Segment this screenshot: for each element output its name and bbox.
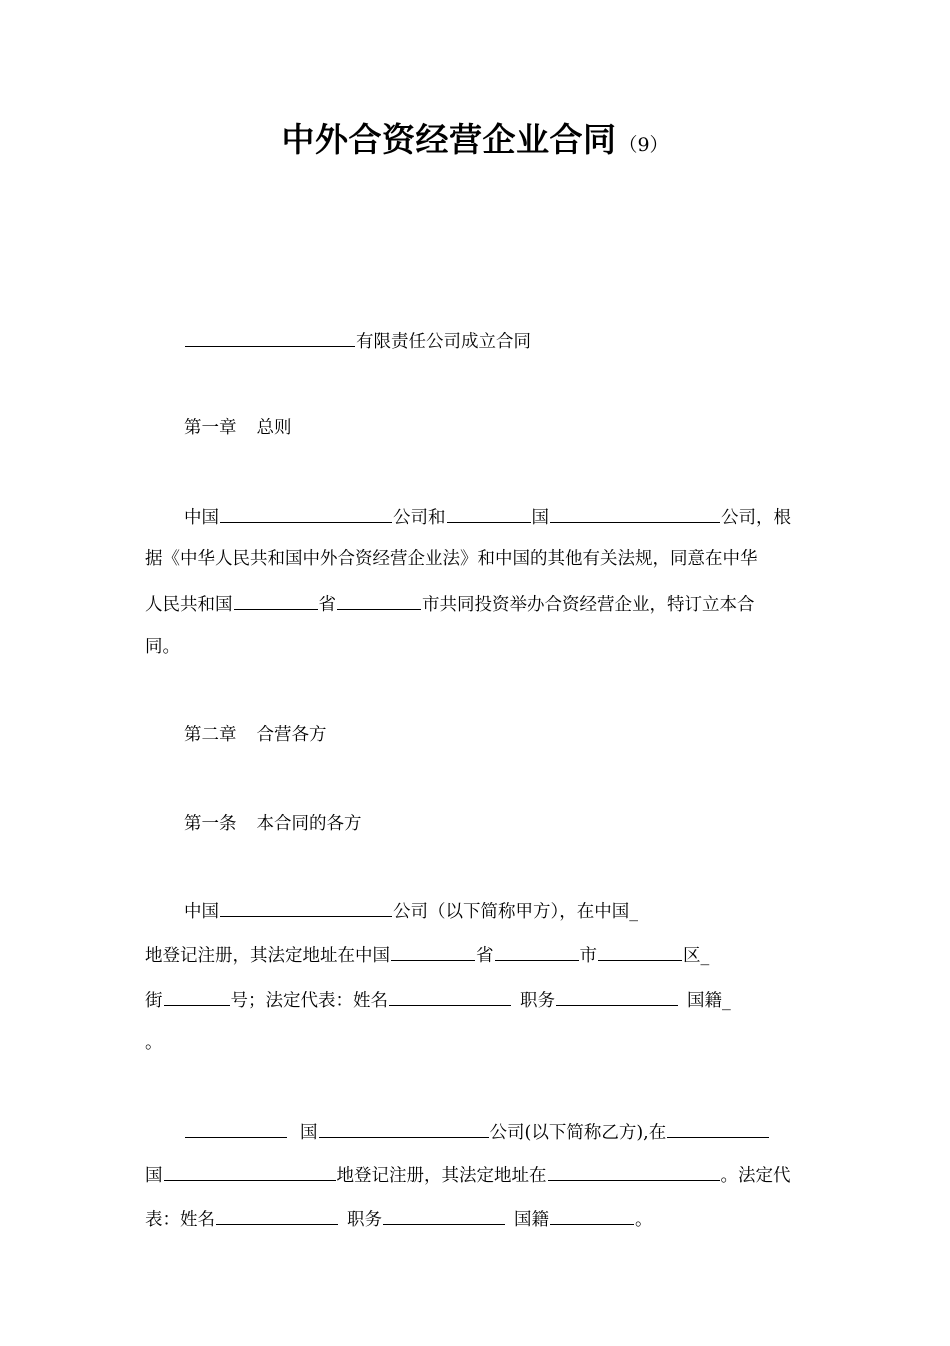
blank-party-b-rep-nationality[interactable] bbox=[550, 1206, 634, 1225]
text: 职务 bbox=[347, 1210, 382, 1230]
chapter-2-heading bbox=[184, 723, 327, 747]
blank-party-b-address[interactable] bbox=[548, 1162, 720, 1181]
p1-line-3 bbox=[145, 591, 755, 615]
article-1-heading bbox=[184, 812, 362, 836]
text: 省 bbox=[318, 595, 336, 615]
p1-line-2 bbox=[145, 547, 758, 571]
blank-party-a-city[interactable] bbox=[495, 942, 579, 961]
chapter-1-label: 第一章 bbox=[184, 418, 237, 438]
blank-chinese-company[interactable] bbox=[220, 504, 392, 523]
party-b-line-3 bbox=[145, 1206, 653, 1230]
article-1-label: 第一条 bbox=[184, 814, 237, 834]
p1-line-4 bbox=[145, 635, 180, 659]
blank-party-b-company[interactable] bbox=[319, 1119, 489, 1138]
party-b-line-1 bbox=[184, 1119, 770, 1143]
text: 地登记注册，其法定地址在中国 bbox=[145, 946, 390, 966]
article-1-name: 本合同的各方 bbox=[256, 814, 362, 834]
text: 同。 bbox=[145, 637, 180, 657]
blank-party-a-company[interactable] bbox=[220, 898, 392, 917]
text: 国 bbox=[531, 508, 549, 528]
blank-party-b-registration-place[interactable] bbox=[667, 1119, 769, 1138]
party-a-line-4 bbox=[145, 1031, 163, 1055]
blank-party-a-rep-name[interactable] bbox=[389, 987, 511, 1006]
blank-party-b-rep-name[interactable] bbox=[216, 1206, 338, 1225]
party-a-line-1 bbox=[184, 898, 638, 922]
text: 街 bbox=[145, 991, 163, 1011]
blank-party-a-street-number[interactable] bbox=[164, 987, 230, 1006]
contract-name-line bbox=[184, 328, 531, 352]
text: 国籍_ bbox=[687, 991, 731, 1011]
blank-company-name[interactable] bbox=[185, 328, 355, 347]
blank-party-a-district[interactable] bbox=[598, 942, 682, 961]
text: 公司（以下简称甲方），在中国_ bbox=[393, 902, 638, 922]
blank-party-a-province[interactable] bbox=[391, 942, 475, 961]
text: 。法定代 bbox=[720, 1166, 791, 1186]
text: 职务 bbox=[520, 991, 555, 1011]
text: 公司，根 bbox=[721, 508, 791, 528]
text: 区_ bbox=[683, 946, 710, 966]
text: 。 bbox=[145, 1033, 163, 1053]
document-title bbox=[0, 114, 950, 161]
text: 表：姓名 bbox=[145, 1210, 215, 1230]
text: 省 bbox=[476, 946, 494, 966]
text: 市 bbox=[579, 946, 597, 966]
blank-party-b-country[interactable] bbox=[185, 1119, 287, 1138]
title-main: 中外合资经营企业合同 bbox=[281, 120, 617, 159]
text: 中国 bbox=[184, 902, 219, 922]
text: 国 bbox=[145, 1166, 163, 1186]
text: 人民共和国 bbox=[145, 595, 233, 615]
text: 公司和 bbox=[393, 508, 446, 528]
text: 公司(以下简称乙方),在 bbox=[489, 1123, 667, 1143]
blank-party-a-rep-position[interactable] bbox=[556, 987, 678, 1006]
text: 号；法定代表：姓名 bbox=[230, 991, 388, 1011]
p1-line-1 bbox=[184, 504, 791, 528]
text: 地登记注册，其法定地址在 bbox=[336, 1166, 547, 1186]
text: 。 bbox=[635, 1210, 653, 1230]
text: 中国 bbox=[184, 508, 219, 528]
text: 国籍 bbox=[514, 1210, 549, 1230]
blank-city[interactable] bbox=[337, 591, 421, 610]
title-number: （9） bbox=[618, 134, 669, 156]
party-b-line-2 bbox=[145, 1162, 791, 1186]
contract-name-suffix: 有限责任公司成立合同 bbox=[356, 332, 531, 352]
chapter-2-name: 合营各方 bbox=[256, 725, 327, 745]
blank-party-b-registration-country[interactable] bbox=[164, 1162, 336, 1181]
text: 市共同投资举办合资经营企业，特订立本合 bbox=[422, 595, 755, 615]
text: 国 bbox=[300, 1123, 318, 1143]
blank-province[interactable] bbox=[234, 591, 318, 610]
chapter-2-label: 第二章 bbox=[184, 725, 237, 745]
party-a-line-2 bbox=[145, 942, 709, 966]
party-a-line-3 bbox=[145, 987, 731, 1011]
chapter-1-heading bbox=[184, 416, 292, 440]
blank-party-b-rep-position[interactable] bbox=[383, 1206, 505, 1225]
blank-foreign-country[interactable] bbox=[447, 504, 531, 523]
chapter-1-name: 总则 bbox=[256, 418, 292, 438]
blank-foreign-company[interactable] bbox=[550, 504, 720, 523]
text: 据《中华人民共和国中外合资经营企业法》和中国的其他有关法规，同意在中华 bbox=[145, 549, 758, 569]
